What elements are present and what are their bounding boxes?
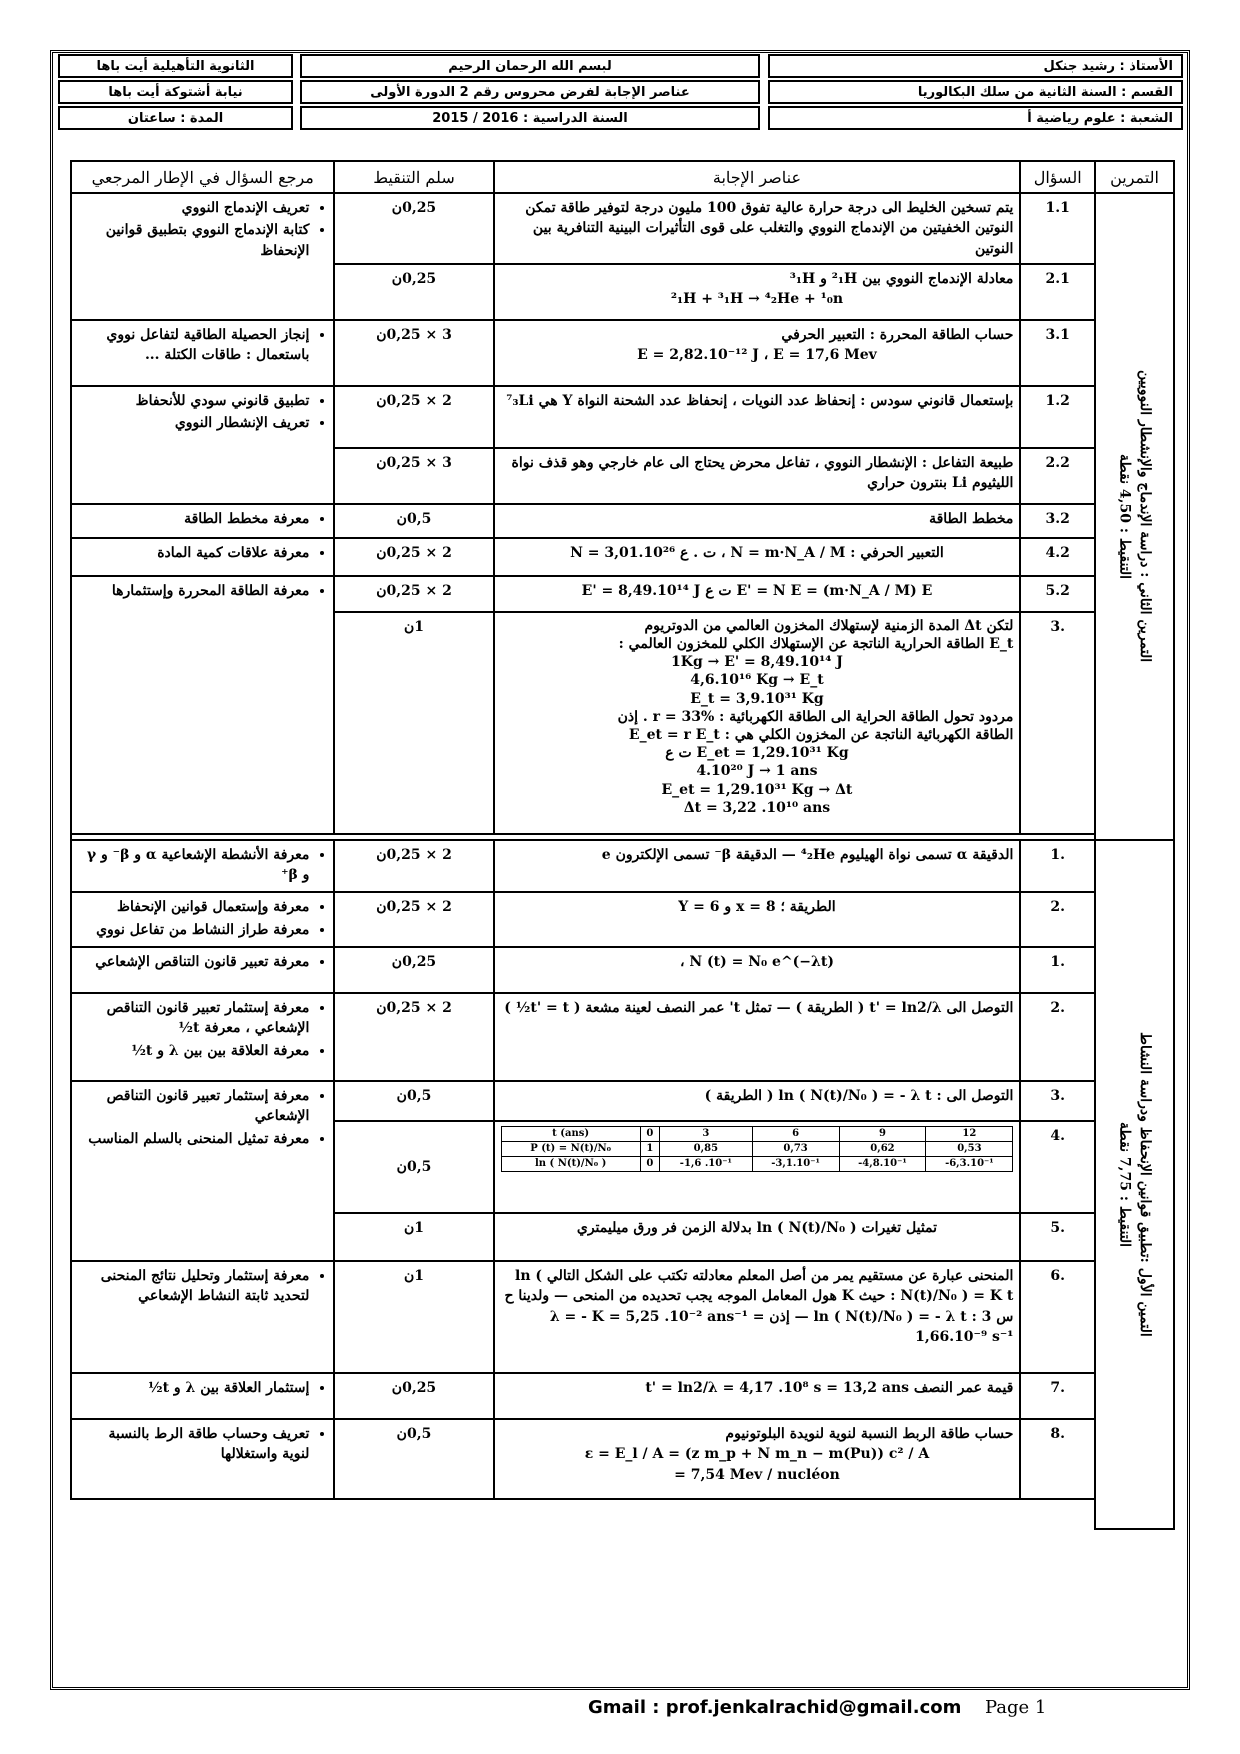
answer-cell bbox=[494, 1121, 1021, 1213]
answer-cell bbox=[494, 1419, 1021, 1499]
table-cell: -1,6 .10⁻¹ bbox=[660, 1157, 753, 1172]
question-number: 2.2 bbox=[1020, 448, 1095, 504]
table-row-label: P (t) = N(t)/N₀ bbox=[501, 1142, 640, 1157]
table-row bbox=[71, 1373, 1174, 1419]
table-row bbox=[71, 1261, 1174, 1373]
scale-cell: 0,25ن bbox=[334, 264, 493, 320]
scale-cell: 1ن bbox=[334, 612, 493, 834]
reference-cell bbox=[71, 193, 334, 320]
answer-cell: التوصل الى t' = ln2/λ ( الطريقة ) — تمثل t' عمر النصف لعينة مشعة ( t' = t½ ) bbox=[494, 993, 1021, 1081]
header-directorate: نيابة أشتوكة أيت باها bbox=[58, 80, 293, 104]
question-number: 2.1 bbox=[1020, 264, 1095, 320]
header-teacher: الأستاذ : رشيد جنكل bbox=[768, 54, 1183, 78]
table-row-label: ln ( N(t)/N₀ ) bbox=[501, 1157, 640, 1172]
answer-line: 4,6.10¹⁶ Kg → E_t bbox=[690, 672, 824, 689]
reference-cell bbox=[71, 993, 334, 1081]
scale-cell: 3 × 0,25ن bbox=[334, 448, 493, 504]
col-question: السؤال bbox=[1020, 161, 1095, 193]
question-number: 1.2 bbox=[1020, 386, 1095, 448]
answer-line: E_t = 3,9.10³¹ Kg bbox=[690, 690, 824, 707]
reference-cell bbox=[71, 1373, 334, 1419]
reference-cell bbox=[71, 840, 334, 893]
col-exercise: التمرين bbox=[1095, 161, 1174, 193]
answer-cell: التوصل الى : ln ( N(t)/N₀ ) = - λ t ( الطريقة ) bbox=[494, 1081, 1021, 1121]
table-header-cell: 9 bbox=[839, 1127, 926, 1142]
col-reference: مرجع السؤال في الإطار المرجعي bbox=[71, 161, 334, 193]
reference-cell bbox=[71, 386, 334, 504]
answer-cell: مخطط الطاقة bbox=[494, 504, 1021, 538]
reference-cell bbox=[71, 1081, 334, 1261]
reference-item: • معرفة الأنشطة الإشعاعية α و β⁻ و γ و β⁺ bbox=[78, 845, 309, 886]
table-row bbox=[71, 538, 1174, 576]
exercise1-points: التنقيط : 7,75 نقطة bbox=[1116, 1121, 1133, 1248]
equation: = 7,54 Mev / nucléon bbox=[674, 1466, 840, 1483]
answer-text: حساب طاقة الربط النسبة لنوية لنويدة البلوتونيوم bbox=[725, 1426, 1014, 1443]
reference-cell bbox=[71, 1261, 334, 1373]
header-doc-title: عناصر الإجابة لفرض محروس رقم 2 الدورة الأولى bbox=[300, 80, 760, 104]
reference-item: • معرفة إستثمار تعبير قانون التناقص الإشعاعي bbox=[78, 1086, 309, 1127]
question-number: 4.2 bbox=[1020, 538, 1095, 576]
scale-cell: 2 × 0,25ن bbox=[334, 993, 493, 1081]
reference-cell bbox=[71, 320, 334, 386]
table-cell: 0,85 bbox=[660, 1142, 753, 1157]
table-row bbox=[71, 504, 1174, 538]
answer-cell: التعبير الحرفي : N = m·N_A / M ، ت . ع N = 3,01.10²⁶ bbox=[494, 538, 1021, 576]
scale-cell: 0,25ن bbox=[334, 193, 493, 264]
scale-cell: 0,25ن bbox=[334, 947, 493, 993]
answer-cell bbox=[494, 264, 1021, 320]
reference-cell bbox=[71, 947, 334, 993]
reference-item: • معرفة تمثيل المنحنى بالسلم المناسب bbox=[78, 1129, 309, 1149]
reference-item: • معرفة طراز النشاط من تفاعل نووي bbox=[78, 920, 309, 940]
table-cell: -6,3.10⁻¹ bbox=[926, 1157, 1013, 1172]
reference-item: • تطبيق قانوني سودي للأنحفاظ bbox=[78, 391, 309, 411]
table-cell: 1 bbox=[640, 1142, 659, 1157]
answer-line: لتكن Δt المدة الزمنية لإستهلاك المخزون العالمي من الدوتريوم bbox=[644, 617, 1014, 634]
exercise2-title: التمرين الثاني : دراسة الإندماج والإنشطار النوويين bbox=[1136, 370, 1153, 663]
answer-cell: E' = N E = (m·N_A / M) E ت ع E' = 8,49.10¹⁴ J bbox=[494, 576, 1021, 612]
scale-cell: 0,5ن bbox=[334, 1081, 493, 1121]
table-cell: 0 bbox=[640, 1157, 659, 1172]
table-row bbox=[71, 386, 1174, 448]
footer-page: Page 1 bbox=[985, 1697, 1047, 1718]
scale-cell: 2 × 0,25ن bbox=[334, 576, 493, 612]
col-scale: سلم التنقيط bbox=[334, 161, 493, 193]
question-number: 1.1 bbox=[1020, 193, 1095, 264]
header-duration: المدة : ساعتان bbox=[58, 106, 293, 130]
exercise1-title: التمين الأول :تطبيق قوانين الإنحفاظ ودراسة النشاط bbox=[1136, 1032, 1153, 1337]
answer-cell: بإستعمال قانوني سودس : إنحفاظ عدد النويات ، إنحفاظ عدد الشحنة النواة Y هي ⁷₃Li bbox=[494, 386, 1021, 448]
reference-item: • إستثمار العلاقة بين λ و t½ bbox=[78, 1378, 309, 1398]
reference-item: • معرفة وإستعمال قوانين الإنحفاظ bbox=[78, 897, 309, 917]
exercise1-label bbox=[1095, 840, 1174, 1529]
answer-cell: تمثيل تغيرات ln ( N(t)/N₀ ) بدلالة الزمن فر ورق ميليمتري bbox=[494, 1213, 1021, 1261]
exercise2-label bbox=[1095, 193, 1174, 840]
table-row bbox=[71, 840, 1174, 893]
answer-cell bbox=[494, 320, 1021, 386]
question-number: .6 bbox=[1020, 1261, 1095, 1373]
question-number: .1 bbox=[1020, 947, 1095, 993]
reference-item: • معرفة إستثمار تعبير قانون التناقص الإشعاعي ، معرفة t½ bbox=[78, 998, 309, 1039]
answer-text: حساب الطاقة المحررة : التعبير الحرفي bbox=[781, 326, 1014, 343]
reference-item: • تعريف وحساب طاقة الرط بالنسبة لنوية واستغلالها bbox=[78, 1424, 309, 1465]
question-number: 3.1 bbox=[1020, 320, 1095, 386]
answer-line: E_t الطاقة الحرارية الناتجة عن الإستهلاك الكلي للمخزون العالمي : bbox=[618, 636, 1014, 653]
reference-item: • معرفة علاقات كمية المادة bbox=[78, 543, 309, 563]
scale-cell: 0,5ن bbox=[334, 1419, 493, 1499]
question-number: .2 bbox=[1020, 892, 1095, 947]
reference-item: • معرفة تعبير قانون التناقص الإشعاعي bbox=[78, 952, 309, 972]
answer-line: 4.10²⁰ J → 1 ans bbox=[696, 763, 818, 780]
reference-cell bbox=[71, 576, 334, 834]
table-row bbox=[71, 1081, 1174, 1121]
scale-cell: 2 × 0,25ن bbox=[334, 386, 493, 448]
table-header-row bbox=[71, 161, 1174, 193]
table-cell: -4,8.10⁻¹ bbox=[839, 1157, 926, 1172]
question-number: .4 bbox=[1020, 1121, 1095, 1213]
scale-cell: 2 × 0,25ن bbox=[334, 892, 493, 947]
reference-item: • معرفة الطاقة المحررة وإستثمارها bbox=[78, 581, 309, 601]
scale-cell: 1ن bbox=[334, 1213, 493, 1261]
scale-cell: 1ن bbox=[334, 1261, 493, 1373]
table-row bbox=[71, 576, 1174, 612]
answer-table bbox=[70, 160, 1175, 1530]
equation: ε = E_l / A = (z m_p + N m_n − m(Pu)) c² / A bbox=[584, 1446, 930, 1463]
reference-item: • معرفة مخطط الطاقة bbox=[78, 509, 309, 529]
table-header-cell: t (ans) bbox=[501, 1127, 640, 1142]
question-number: .3 bbox=[1020, 612, 1095, 834]
question-number: 5.2 bbox=[1020, 576, 1095, 612]
table-cell: 0,53 bbox=[926, 1142, 1013, 1157]
scale-cell: 0,5ن bbox=[334, 1121, 493, 1213]
header-class: القسم : السنة الثانية من سلك البكالوريا bbox=[768, 80, 1183, 104]
scale-cell: 2 × 0,25ن bbox=[334, 840, 493, 893]
header-school-year: السنة الدراسية : 2016 / 2015 bbox=[300, 106, 760, 130]
scale-cell: 0,25ن bbox=[334, 1373, 493, 1419]
answer-line: Δt = 3,22 .10¹⁰ ans bbox=[683, 799, 831, 816]
reference-cell bbox=[71, 1419, 334, 1499]
question-number: .7 bbox=[1020, 1373, 1095, 1419]
scale-cell: 0,5ن bbox=[334, 504, 493, 538]
exercise2-points: التنقيط : 4,50 نقطة bbox=[1116, 453, 1133, 579]
table-cell: -3,1.10⁻¹ bbox=[752, 1157, 839, 1172]
answer-line: 1Kg → E' = 8,49.10¹⁴ J bbox=[671, 654, 843, 671]
answer-cell: الدقيقة α تسمى نواة الهيليوم ⁴₂He — الدقيقة β⁻ تسمى الإلكترون e bbox=[494, 840, 1021, 893]
question-number: .5 bbox=[1020, 1213, 1095, 1261]
question-number: .3 bbox=[1020, 1081, 1095, 1121]
table-cell: 0,73 bbox=[752, 1142, 839, 1157]
table-row bbox=[71, 320, 1174, 386]
question-number: .8 bbox=[1020, 1419, 1095, 1499]
table-header-cell: 3 bbox=[660, 1127, 753, 1142]
reference-item: • معرفة العلاقة بين بين λ و t½ bbox=[78, 1041, 309, 1061]
answer-line: مردود تحول الطاقة الحراية الى الطاقة الكهربائية : r = 33% . إذن bbox=[617, 708, 1014, 725]
answer-line: ت ع E_et = 1,29.10³¹ Kg bbox=[665, 745, 849, 762]
question-number: .2 bbox=[1020, 993, 1095, 1081]
question-number: 3.2 bbox=[1020, 504, 1095, 538]
reference-item: • تعريف الإنشطار النووي bbox=[78, 413, 309, 433]
table-row bbox=[71, 993, 1174, 1081]
scale-cell: 2 × 0,25ن bbox=[334, 538, 493, 576]
answer-cell: يتم تسخين الخليط الى درجة حرارة عالية تفوق 100 مليون درجة لتوفير طاقة تمكن النوتين الخفيتين من الإندماج النووي والتغلب على قوى التأثيرات البينية التنافرية بين النوتين bbox=[494, 193, 1021, 264]
data-table bbox=[501, 1126, 1014, 1172]
answer-cell bbox=[494, 612, 1021, 834]
table-header-cell: 0 bbox=[640, 1127, 659, 1142]
table-row bbox=[71, 193, 1174, 264]
reference-item: • كتابة الإندماج النووي بتطبيق قوانين الإنحفاظ bbox=[78, 220, 309, 261]
answer-cell: المنحنى عبارة عن مستقيم يمر من أصل المعلم معادلته تكتب على الشكل التالي ln ( N(t)/N₀ ) = K t : حيث K هول المعامل الموجه يجب تحديده من المنحى — ولدينا ح س 3 : ln ( N(t)/N₀ ) = - λ t — إذن λ = - K = 5,25 .10⁻² ans⁻¹ = 1,66.10⁻⁹ s⁻¹ bbox=[494, 1261, 1021, 1373]
header-basmala: لبسم الله الرحمان الرحيم bbox=[300, 54, 760, 78]
answer-line: الطاقة الكهربائية الناتجة عن المخزون الكلي هي : E_et = r E_t bbox=[628, 727, 1014, 744]
answer-text: معادلة الإندماج النووي بين ²₁H و ³₁H bbox=[789, 270, 1014, 287]
question-number: .1 bbox=[1020, 840, 1095, 893]
reference-item: • تعريف الإندماج النووي bbox=[78, 198, 309, 218]
header-branch: الشعبة : علوم رياضية أ bbox=[768, 106, 1183, 130]
table-row bbox=[71, 1419, 1174, 1499]
scale-cell: 3 × 0,25ن bbox=[334, 320, 493, 386]
reference-item: • إنجاز الحصيلة الطاقية لتفاعل نووي باستعمال : طاقات الكتلة ... bbox=[78, 325, 309, 366]
footer-gmail: Gmail : prof.jenkalrachid@gmail.com bbox=[588, 1697, 962, 1718]
answer-cell: قيمة عمر النصف t' = ln2/λ = 4,17 .10⁸ s = 13,2 ans bbox=[494, 1373, 1021, 1419]
header-school: الثانوية التأهيلية أيت باها bbox=[58, 54, 293, 78]
table-header-cell: 6 bbox=[752, 1127, 839, 1142]
reference-cell bbox=[71, 538, 334, 576]
table-row bbox=[71, 892, 1174, 947]
table-cell: 0,62 bbox=[839, 1142, 926, 1157]
equation: E = 2,82.10⁻¹² J ، E = 17,6 Mev bbox=[637, 347, 877, 364]
col-answer: عناصر الإجابة bbox=[494, 161, 1021, 193]
table-header-cell: 12 bbox=[926, 1127, 1013, 1142]
answer-cell: طبيعة التفاعل : الإنشطار النووي ، تفاعل محرض يحتاج الى عام خارجي وهو قذف نواة الليثيوم Li بنترون حراري bbox=[494, 448, 1021, 504]
table-row bbox=[71, 947, 1174, 993]
answer-cell: الطريقة ؛ x = 8 و Y = 6 bbox=[494, 892, 1021, 947]
answer-cell: N (t) = N₀ e^(−λt) ، bbox=[494, 947, 1021, 993]
reference-cell bbox=[71, 892, 334, 947]
reference-cell bbox=[71, 504, 334, 538]
spacer-row bbox=[71, 1499, 1174, 1529]
answer-line: E_et = 1,29.10³¹ Kg → Δt bbox=[661, 781, 853, 798]
equation: ²₁H + ³₁H → ⁴₂He + ¹₀n bbox=[670, 291, 844, 308]
reference-item: • معرفة إستثمار وتحليل نتائج المنحنى لتحديد ثابتة النشاط الإشعاعي bbox=[78, 1266, 309, 1307]
